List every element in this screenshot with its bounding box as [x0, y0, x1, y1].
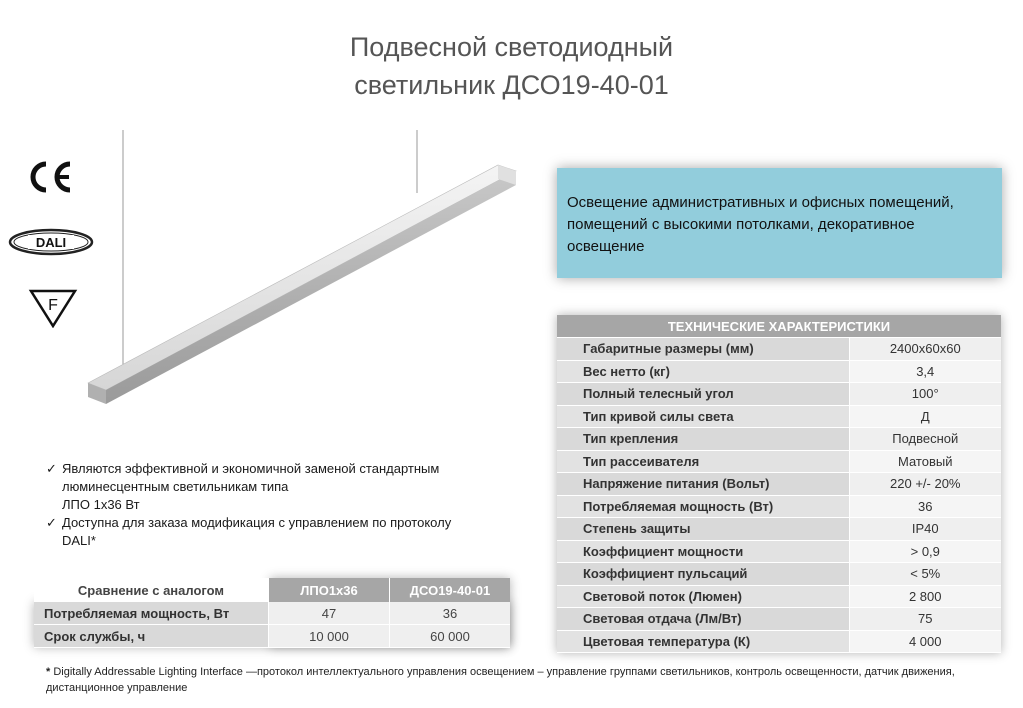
specs-header: ТЕХНИЧЕСКИЕ ХАРАКТЕРИСТИКИ — [557, 315, 1001, 338]
title-line-1: Подвесной светодиодный — [349, 32, 674, 62]
f-mark-text: F — [48, 297, 58, 314]
feature-text: ЛПО 1х36 Вт — [62, 497, 140, 512]
table-row — [557, 383, 1001, 406]
table-row — [557, 630, 1001, 653]
spec-label: Габаритные размеры (мм) — [557, 338, 849, 361]
table-row — [557, 360, 1001, 383]
spec-value: < 5% — [849, 563, 1001, 586]
spec-label: Цветовая температура (К) — [557, 630, 849, 653]
comparison-column-header: ЛПО1х36 — [269, 578, 390, 602]
spec-label: Тип крепления — [557, 428, 849, 451]
luminaire-illustration — [80, 125, 520, 415]
comparison-value: 36 — [390, 602, 511, 625]
feature-text: Являются эффективной и экономичной заменой стандартным — [62, 461, 440, 476]
table-row — [557, 405, 1001, 428]
spec-label: Коэффициент мощности — [557, 540, 849, 563]
comparison-header-row — [34, 578, 510, 602]
table-row — [557, 540, 1001, 563]
spec-label: Коэффициент пульсаций — [557, 563, 849, 586]
checkmark-icon: ✓ — [46, 461, 57, 476]
application-description-box — [557, 168, 1002, 278]
spec-value: 36 — [849, 495, 1001, 518]
list-item — [46, 460, 516, 514]
spec-value: 2400х60х60 — [849, 338, 1001, 361]
table-row — [557, 518, 1001, 541]
feature-text: люминесцентным светильникам типа — [62, 479, 289, 494]
comparison-row-label: Потребляемая мощность, Вт — [34, 602, 269, 625]
checkmark-icon: ✓ — [46, 515, 57, 530]
comparison-label: Сравнение с аналогом — [34, 578, 269, 602]
table-row — [34, 625, 510, 648]
title-line-2: светильник ДСО19-40-01 — [354, 70, 669, 100]
spec-value: 4 000 — [849, 630, 1001, 653]
comparison-value: 47 — [269, 602, 390, 625]
table-row — [557, 473, 1001, 496]
table-row — [557, 585, 1001, 608]
comparison-value: 10 000 — [269, 625, 390, 648]
table-row — [557, 338, 1001, 361]
spec-label: Потребляемая мощность (Вт) — [557, 495, 849, 518]
spec-value: 220 +/- 20% — [849, 473, 1001, 496]
spec-value: Матовый — [849, 450, 1001, 473]
spec-label: Тип кривой силы света — [557, 405, 849, 428]
feature-text: Доступна для заказа модификация с управлением по протоколу — [62, 515, 452, 530]
spec-label: Световой поток (Люмен) — [557, 585, 849, 608]
spec-label: Световая отдача (Лм/Вт) — [557, 608, 849, 631]
footnote-text: Digitally Addressable Lighting Interface —протокол интеллектуального управления освещением – управление группами светильников, контроль освещенности, датчик движения, дистанционное управление — [46, 666, 955, 694]
spec-label: Напряжение питания (Вольт) — [557, 473, 849, 496]
spec-value: Д — [849, 405, 1001, 428]
specs-header-row — [557, 315, 1001, 338]
table-row — [34, 602, 510, 625]
spec-value: Подвесной — [849, 428, 1001, 451]
spec-label: Вес нетто (кг) — [557, 360, 849, 383]
table-row — [557, 563, 1001, 586]
footnote-mark: * — [46, 666, 51, 678]
comparison-value: 60 000 — [390, 625, 511, 648]
technical-specs-table — [557, 315, 1001, 653]
spec-value: 100° — [849, 383, 1001, 406]
ce-mark-icon — [28, 160, 74, 194]
spec-label: Полный телесный угол — [557, 383, 849, 406]
comparison-table — [34, 578, 510, 648]
spec-label: Тип рассеивателя — [557, 450, 849, 473]
spec-value: 3,4 — [849, 360, 1001, 383]
spec-value: > 0,9 — [849, 540, 1001, 563]
table-row — [557, 495, 1001, 518]
feature-text: DALI* — [62, 533, 96, 548]
table-row — [557, 450, 1001, 473]
spec-value: 2 800 — [849, 585, 1001, 608]
table-row — [557, 608, 1001, 631]
spec-value: 75 — [849, 608, 1001, 631]
table-row — [557, 428, 1001, 451]
comparison-column-header: ДСО19-40-01 — [390, 578, 511, 602]
page-title — [0, 28, 1023, 104]
feature-list — [46, 460, 516, 550]
application-description: Освещение административных и офисных помещений, помещений с высокими потолками, декоративное освещение — [567, 194, 954, 255]
list-item — [46, 514, 516, 550]
comparison-row-label: Срок службы, ч — [34, 625, 269, 648]
spec-value: IP40 — [849, 518, 1001, 541]
dali-logo-text: DALI — [35, 235, 67, 250]
spec-label: Степень защиты — [557, 518, 849, 541]
f-mark-icon — [28, 288, 78, 328]
footnote — [46, 664, 1006, 696]
